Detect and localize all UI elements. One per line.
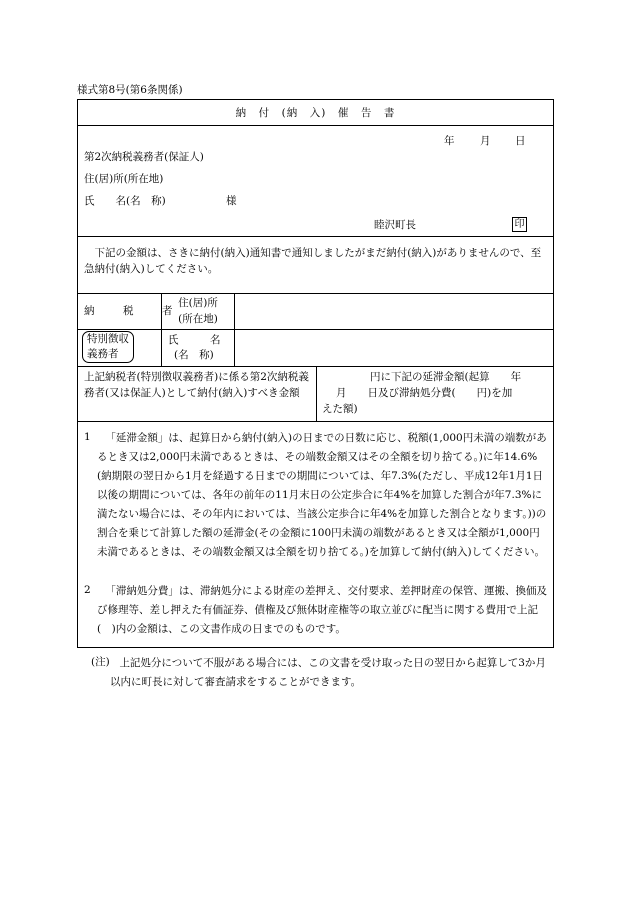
amount-right-line2: 月 日及び滞納処分費( 円)を加 xyxy=(336,387,513,399)
frame-left xyxy=(77,99,78,648)
honorific: 様 xyxy=(226,195,237,207)
amount-col-divider xyxy=(316,366,317,421)
footnote-text: 上記処分について不服がある場合には、この文書を受け取った日の翌日から起算して3か月以内に町長に対して審査請求をすることができます。 xyxy=(110,657,546,688)
date-year: 年 xyxy=(444,135,455,147)
footnote-label: (注) xyxy=(91,656,110,668)
recipient-heading: 第2次納税義務者(保証人) xyxy=(84,151,204,163)
address-label: 住(居)所 xyxy=(178,297,218,309)
special-collector-label xyxy=(82,331,134,363)
intro-text: 下記の金額は、さきに納付(納入)通知書で通知しましたがまだ納付(納入)がありませんので、至急納付(納入)してください。 xyxy=(84,247,542,275)
amount-row-bottom xyxy=(77,421,554,422)
note-2-text: 「滞納処分費」は、滞納処分による財産の差押え、交付要求、差押財産の保管、運搬、換価及び修理等、差し押えた有価証券、債権及び無体財産権等の取立並びに配当に関する費用で上記( )内の金額は、この文書作成の日までのものです。 xyxy=(97,585,548,635)
note-1-text: 「延滞金額」は、起算日から納付(納入)の日までの日数に応じ、税額(1,000円未満の端数があるとき又は2,000円未満であるときは、その端数金額又はその全額を切り捨てる。)に年14.6%(納期限の翌日から1月を経過する日までの期間については、年7.3%(ただし、平成12年1月1日以後の期間については、各年の前年の11月末日の公定歩合に年4%を加算した割合が年7.3%に満たない場合には、その年内においては、当該公定歩合に年4%を加算した割合となります。))の割合を乗じて計算した額の延滞金(その金額に100円未満の端数があるとき又は全額が1,000円未満であるときは、その端数金額又は全額を切り捨てる。)を加算して納付(納入)してください。 xyxy=(97,432,547,558)
seal-mark: 印 xyxy=(512,217,527,232)
frame-top xyxy=(77,99,554,100)
document-title: 納 付 (納 入) 催 告 書 xyxy=(235,107,396,119)
header-divider xyxy=(77,236,554,237)
special-collector-line2: 義務者 xyxy=(87,348,119,360)
name-label: 氏 名 xyxy=(168,334,221,346)
taxpayer-label: 納 税 者 xyxy=(84,305,182,317)
note-2-number: 2 xyxy=(84,584,91,596)
frame-bottom xyxy=(77,647,554,648)
date-month: 月 xyxy=(480,135,491,147)
issuer-name: 睦沢町長 xyxy=(374,219,416,231)
date-day: 日 xyxy=(515,135,526,147)
amount-right-line1: 円に下記の延滞金額(起算 年 xyxy=(370,371,522,383)
frame-right xyxy=(553,99,554,648)
recipient-name-label: 氏 名(名 称) xyxy=(84,195,166,207)
form-number: 様式第8号(第6条関係) xyxy=(77,84,183,96)
taxpayer-row-divider xyxy=(77,329,554,330)
recipient-address-label: 住(居)所(所在地) xyxy=(84,173,164,185)
address-sub-label: (所在地) xyxy=(178,313,218,325)
name-sub-label: (名 称) xyxy=(174,349,214,361)
special-collector-line1: 特別徴収 xyxy=(87,333,129,345)
amount-label: 上記納税者(特別徴収義務者)に係る第2次納税義務者(又は保証人)として納付(納入)すべき金額 xyxy=(84,371,309,399)
note-1-number: 1 xyxy=(84,431,91,443)
amount-right-line3: えた額) xyxy=(322,403,358,415)
intro-divider xyxy=(77,293,554,294)
title-divider xyxy=(77,125,554,126)
